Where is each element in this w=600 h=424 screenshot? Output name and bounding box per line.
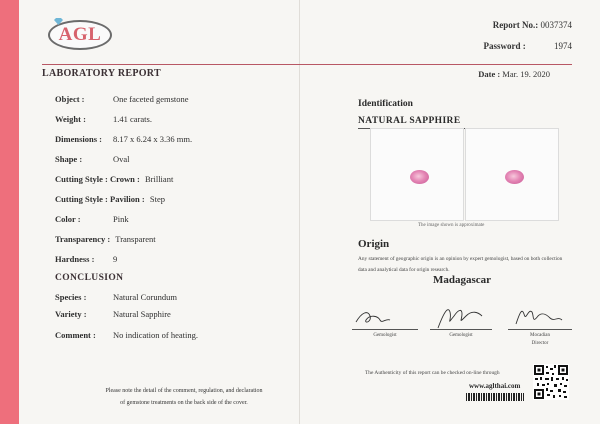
password-value: 1974 (554, 41, 572, 51)
field-label: Hardness : (55, 254, 95, 264)
signature-1 (350, 302, 420, 330)
field-value: Brilliant (144, 174, 174, 184)
authenticity-text: The Authenticity of this report can be checked on-line through (365, 370, 500, 376)
field-label: Color : (55, 214, 81, 224)
field-value: Natural Sapphire (113, 309, 171, 319)
logo-text: AGL (58, 24, 102, 45)
field-value: One faceted gemstone (113, 94, 189, 104)
field-label: Weight : (55, 114, 86, 124)
field-pavilion (55, 194, 165, 204)
field-species (55, 292, 177, 302)
signature-role: Director (531, 341, 549, 346)
field-weight (55, 114, 152, 124)
barcode (466, 393, 524, 401)
field-comment (55, 330, 198, 340)
field-label: Species : (55, 292, 87, 302)
field-label: Transparency : (55, 234, 111, 244)
signature-3 (506, 302, 576, 330)
qr-code[interactable] (533, 364, 569, 400)
report-number (493, 20, 572, 30)
field-object (55, 94, 189, 104)
website-link[interactable]: www.aglthai.com (469, 382, 521, 390)
signature-title: Gemologist (449, 333, 473, 338)
date-label: Date : (478, 69, 501, 79)
identification-label: Identification (358, 99, 413, 109)
field-hardness (55, 254, 118, 264)
origin-note: Any statement of geographic origin is an opinion by expert gemologist, based on both collection data and analytical data for origin research. (358, 256, 563, 273)
header-rule (42, 64, 572, 65)
origin-value: Madagascar (433, 274, 492, 286)
signature-line (508, 329, 572, 330)
footnote (84, 385, 284, 409)
field-crown (55, 174, 173, 184)
password (484, 41, 573, 51)
field-value: Transparent (115, 234, 156, 244)
signature-line (430, 329, 492, 330)
field-value: 9 (113, 254, 118, 264)
footnote-line: of gemstone treatments on the back side of the cover. (120, 400, 248, 406)
field-value: No indication of heating. (113, 330, 198, 340)
field-transparency (55, 234, 156, 244)
field-shape (55, 154, 130, 164)
report-no-label: Report No.: (492, 20, 539, 30)
report-date (478, 69, 550, 79)
field-value: 8.17 x 6.24 x 3.36 mm. (113, 134, 193, 144)
field-label: Variety : (55, 309, 87, 319)
field-value: Pink (113, 214, 129, 224)
signature-name: Mocadian (530, 333, 550, 338)
field-label: Dimensions : (55, 134, 102, 144)
field-value: Natural Corundum (113, 292, 177, 302)
diamond-icon (54, 18, 63, 25)
field-label: Comment : (55, 330, 96, 340)
report-no-value: 0037374 (540, 20, 572, 30)
gem-photo-top (370, 128, 464, 221)
field-value: 1.41 carats. (113, 114, 152, 124)
field-color (55, 214, 129, 224)
origin-label: Origin (358, 238, 390, 250)
gem-image (410, 170, 429, 184)
gem-image (505, 170, 524, 184)
date-value: Mar. 19. 2020 (502, 69, 550, 79)
gem-photo-side (465, 128, 559, 221)
password-label: Password : (483, 41, 526, 51)
field-label: Object : (55, 94, 85, 104)
lab-report-title: LABORATORY REPORT (42, 68, 161, 79)
conclusion-title: CONCLUSION (55, 273, 124, 283)
field-value: Oval (113, 154, 130, 164)
red-side-bar (0, 0, 19, 424)
field-dimensions (55, 134, 193, 144)
footnote-line: Please note the detail of the comment, regulation, and declaration (105, 388, 263, 394)
field-variety (55, 309, 171, 319)
field-value: Step (149, 194, 165, 204)
field-label: Shape : (55, 154, 83, 164)
field-label: Cutting Style : Crown : (55, 174, 140, 184)
field-label: Cutting Style : Pavilion : (55, 194, 145, 204)
identification-value: NATURAL SAPPHIRE (358, 116, 461, 126)
signature-title: Gemologist (373, 333, 397, 338)
signature-line (352, 329, 418, 330)
signature-2 (428, 302, 498, 330)
image-caption: The image shown is approximate (418, 223, 485, 228)
